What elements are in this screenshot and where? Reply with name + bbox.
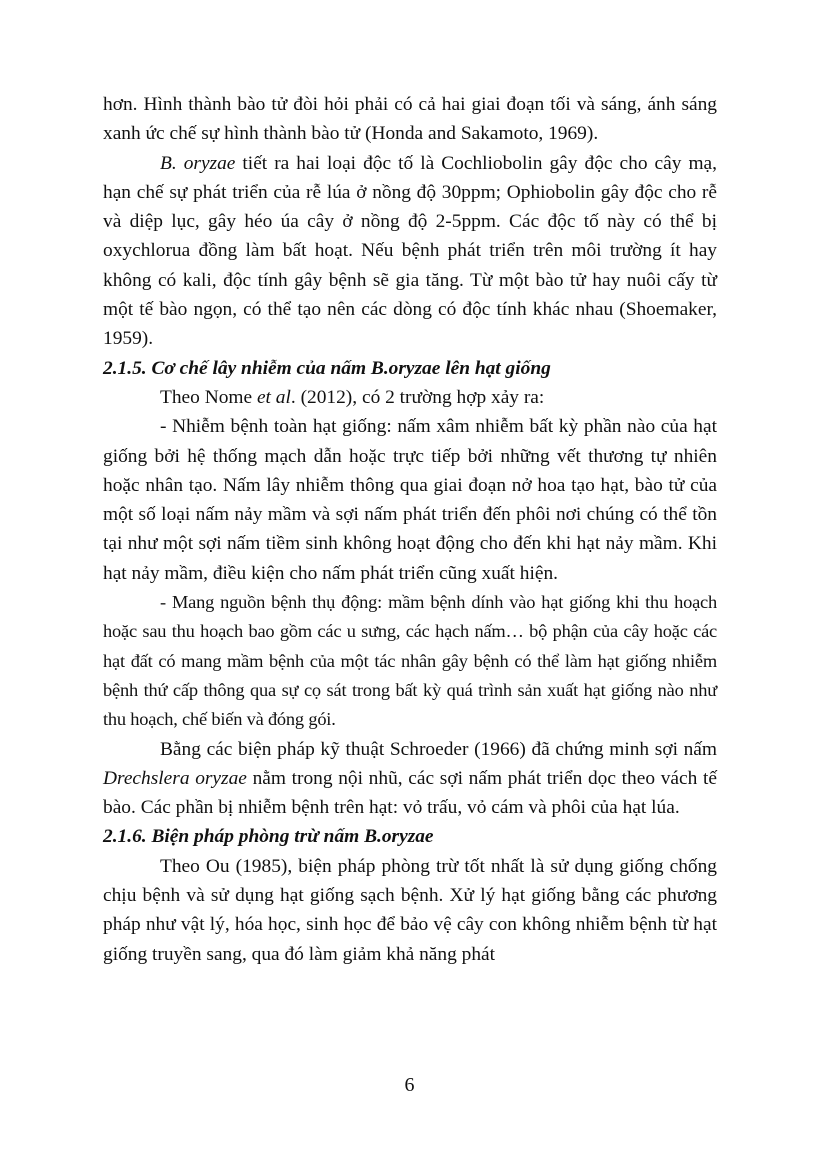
species-name: B. oryzae [160, 152, 236, 174]
paragraph-nome-text-b: . (2012), có 2 trường hợp xảy ra: [290, 386, 545, 408]
section-heading-2-1-5: 2.1.5. Cơ chế lây nhiễm của nấm B.oryzae lên hạt giống [103, 357, 551, 379]
paragraph-continuation: hơn. Hình thành bào tử đòi hỏi phải có cả hai giai đoạn tối và sáng, ánh sáng xanh ức chế sự hình thành bào tử (Honda and Sakamoto, 1969). [103, 94, 717, 145]
document-body [103, 90, 717, 969]
paragraph-ou: Theo Ou (1985), biện pháp phòng trừ tốt nhất là sử dụng giống chống chịu bệnh và sử dụng hạt giống sạch bệnh. Xử lý hạt giống bằng các phương pháp như vật lý, hóa học, sinh học để bảo vệ cây con không nhiễm bệnh từ hạt giống truyền sang, qua đó làm giảm khả năng phát [103, 855, 717, 965]
paragraph-schroeder-text-a: Bằng các biện pháp kỹ thuật Schroeder (1966) đã chứng minh sợi nấm [160, 738, 717, 760]
paragraph-passive-carrier: - Mang nguồn bệnh thụ động: mầm bệnh dính vào hạt giống khi thu hoạch hoặc sau thu hoạch bao gồm các u sưng, các hạch nấm… bộ phận của cây hoặc các hạt đất có mang mầm bệnh của một tác nhân gây bệnh có thể làm hạt giống nhiễm bệnh thứ cấp thông qua sự cọ sát trong bất kỳ quá trình sản xuất hạt giống nào như thu hoạch, chế biến và đóng gói. [103, 592, 717, 730]
paragraph-toxins [103, 149, 717, 354]
et-al-italic: et al [256, 386, 291, 408]
drechslera-italic: Drechslera oryzae [103, 767, 247, 789]
paragraph-nome [103, 383, 717, 412]
paragraph-whole-seed-infection: - Nhiễm bệnh toàn hạt giống: nấm xâm nhiễm bất kỳ phần nào của hạt giống bởi hệ thống mạch dẫn hoặc trực tiếp bởi những vết thương tự nhiên hoặc nhân tạo. Nấm lây nhiễm thông qua giai đoạn nở hoa tạo hạt, bào tử của một số loại nấm nảy mầm và sợi nấm phát triển đến phôi nơi chúng có thể tồn tại như một sợi nấm tiềm sinh không hoạt động cho đến khi hạt nảy mầm. Khi hạt nảy mầm, điều kiện cho nấm phát triển cũng xuất hiện. [103, 416, 717, 584]
paragraph-schroeder-text-b: nằm trong nội nhũ, các sợi nấm phát triển dọc theo vách tế bào. Các phần bị nhiễm bệnh trên hạt: vỏ trấu, vỏ cám và phôi của hạt lúa. [103, 767, 717, 819]
paragraph-schroeder [103, 735, 717, 823]
paragraph-nome-text-a: Theo Nome [160, 386, 257, 408]
section-heading-2-1-6: 2.1.6. Biện pháp phòng trừ nấm B.oryzae [103, 826, 434, 848]
page-number: 6 [404, 1074, 415, 1096]
paragraph-toxins-text: tiết ra hai loại độc tố là Cochliobolin gây độc cho cây mạ, hạn chế sự phát triển của rễ lúa ở nồng độ 30ppm; Ophiobolin gây độc cho rễ và diệp lục, gây héo úa cây ở nồng độ 2-5ppm. Các độc tố này có thể bị oxychlorua đồng làm bất hoạt. Nếu bệnh phát triển trên môi trường ít hay không có kali, độc tính gây bệnh sẽ gia tăng. Từ một bào tử hay nuôi cấy từ một tế bào ngọn, có thể tạo nên các dòng có độc tính khác nhau (Shoemaker, 1959). [103, 152, 717, 350]
